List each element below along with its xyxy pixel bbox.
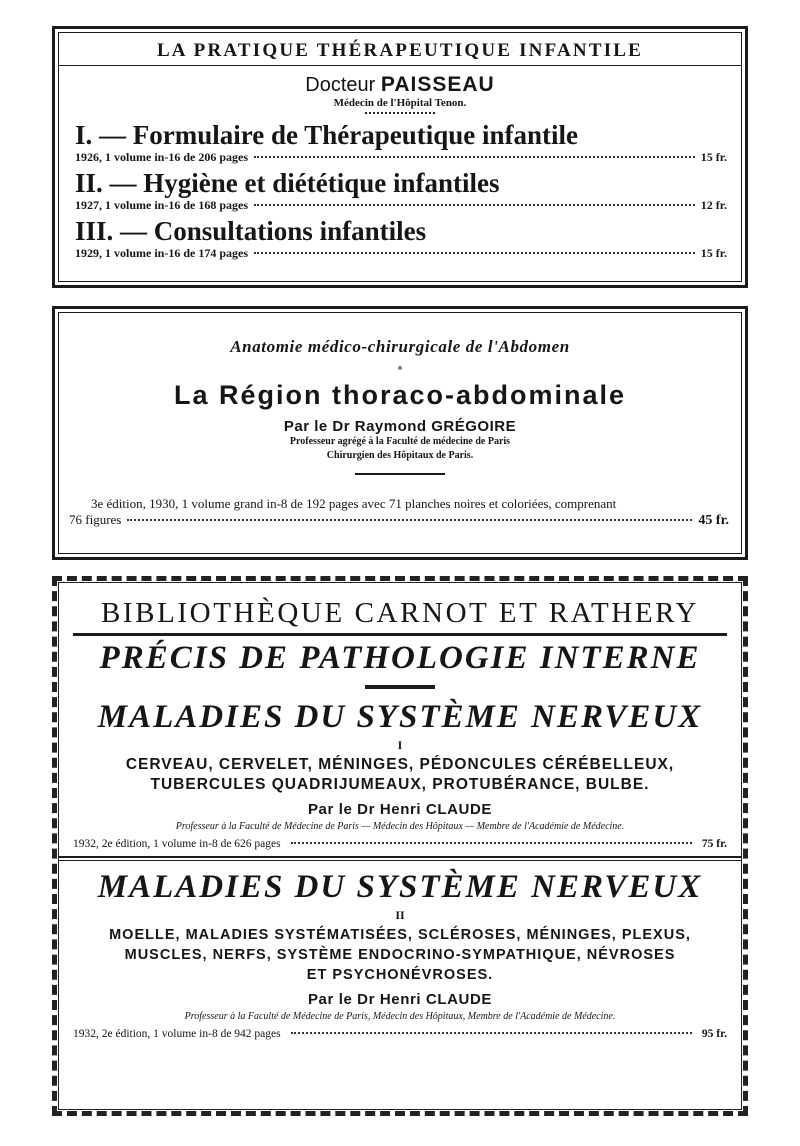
section-rule	[59, 860, 741, 861]
volume-number: II	[395, 908, 405, 922]
book-description: 1929, 1 volume in-16 de 174 pages	[75, 246, 249, 260]
dot-leader	[254, 252, 695, 254]
volume-topics	[73, 755, 727, 795]
author-affiliation: Professeur à la Faculté de Médecine de Paris — Médecin des Hôpitaux — Membre de l'Académie de Médecine.	[175, 821, 625, 832]
book-price: 75 fr.	[701, 838, 727, 850]
dot-leader	[254, 156, 695, 158]
book-subtitle: Anatomie médico-chirurgicale de l'Abdomen	[230, 337, 570, 356]
star-ornament: *	[397, 365, 403, 376]
topics-line: MOELLE, MALADIES SYSTÉMATISÉES, SCLÉROSES, MÉNINGES, PLEXUS,	[109, 927, 691, 943]
book-description: 1927, 1 volume in-16 de 168 pages	[75, 198, 249, 212]
section-rule	[59, 856, 741, 858]
dot-leader	[254, 204, 695, 206]
book-price: 12 fr.	[700, 198, 727, 212]
author-prefix: Docteur	[305, 74, 376, 96]
book-details	[75, 150, 727, 164]
advert-carnot-rathery	[52, 576, 748, 1116]
book-price: 95 fr.	[701, 1028, 727, 1040]
author-affiliation: Professeur à la Faculté de Médecine de Paris, Médecin des Hôpitaux, Membre de l'Académie de Médecine.	[184, 1011, 616, 1022]
series-title: LA PRATIQUE THÉRAPEUTIQUE INFANTILE	[156, 40, 644, 61]
book-title: La Région thoraco-abdominale	[173, 380, 627, 410]
dot-leader	[291, 1032, 692, 1034]
book-price: 15 fr.	[700, 150, 727, 164]
dot-leader	[127, 519, 692, 521]
topics-line: MUSCLES, NERFS, SYSTÈME ENDOCRINO-SYMPATHIQUE, NÉVROSES	[124, 947, 676, 963]
volume-topics	[73, 925, 727, 985]
precis-title: PRÉCIS DE PATHOLOGIE INTERNE	[99, 640, 701, 676]
book-price: 15 fr.	[700, 246, 727, 260]
author-line	[59, 73, 741, 97]
library-rule	[73, 633, 727, 636]
title-rule	[59, 65, 741, 66]
advert-paisseau	[52, 26, 748, 288]
topics-line: ET PSYCHONÉVROSES.	[306, 967, 494, 983]
edition-text: 1932, 2e édition, 1 volume in-8 de 942 pages	[73, 1028, 281, 1040]
edition-text: 1932, 2e édition, 1 volume in-8 de 626 pages	[73, 838, 281, 850]
book-title: I. — Formulaire de Thérapeutique infantile	[75, 120, 579, 150]
volume-title: MALADIES DU SYSTÈME NERVEUX	[97, 869, 703, 905]
dotted-ornament	[365, 112, 435, 114]
short-rule	[355, 473, 445, 475]
topics-line: TUBERCULES QUADRIJUMEAUX, PROTUBÉRANCE, BULBE.	[150, 776, 650, 793]
short-rule	[365, 685, 435, 689]
author-line: Par le Dr Henri CLAUDE	[307, 801, 493, 818]
edition-line	[73, 1028, 727, 1040]
book-details	[75, 198, 727, 212]
book-entry	[59, 216, 741, 260]
book-title: II. — Hygiène et diététique infantiles	[75, 168, 500, 198]
advert-carnot-rathery-inner	[58, 582, 742, 1110]
author-affiliation: Médecin de l'Hôpital Tenon.	[333, 97, 467, 109]
edition-text: 3e édition, 1930, 1 volume grand in-8 de 192 pages avec 71 planches noires et coloriées, comprenant	[91, 496, 617, 511]
book-title: III. — Consultations infantiles	[75, 216, 427, 246]
author-affiliation: Professeur agrégé à la Faculté de médecine de Paris	[289, 436, 511, 447]
book-entry	[59, 168, 741, 212]
edition-line	[59, 512, 741, 529]
library-title: BIBLIOTHÈQUE CARNOT ET RATHERY	[100, 597, 700, 629]
book-description: 1926, 1 volume in-16 de 206 pages	[75, 150, 249, 164]
advert-paisseau-inner	[58, 32, 742, 282]
edition-end: 76 figures	[69, 512, 122, 527]
author-line: Par le Dr Henri CLAUDE	[307, 991, 493, 1008]
author-name: PAISSEAU	[380, 73, 495, 96]
dot-leader	[291, 842, 692, 844]
advert-gregoire	[52, 306, 748, 560]
book-details	[75, 246, 727, 260]
topics-line: CERVEAU, CERVELET, MÉNINGES, PÉDONCULES CÉRÉBELLEUX,	[125, 756, 675, 773]
author-affiliation: Chirurgien des Hôpitaux de Paris.	[326, 450, 474, 461]
edition-line	[73, 838, 727, 850]
volume-number: I	[397, 738, 403, 752]
book-entry	[59, 120, 741, 164]
advert-gregoire-inner	[58, 312, 742, 554]
book-price: 45 fr.	[698, 513, 729, 528]
volume-title: MALADIES DU SYSTÈME NERVEUX	[97, 699, 703, 735]
author-line: Par le Dr Raymond GRÉGOIRE	[283, 418, 517, 435]
